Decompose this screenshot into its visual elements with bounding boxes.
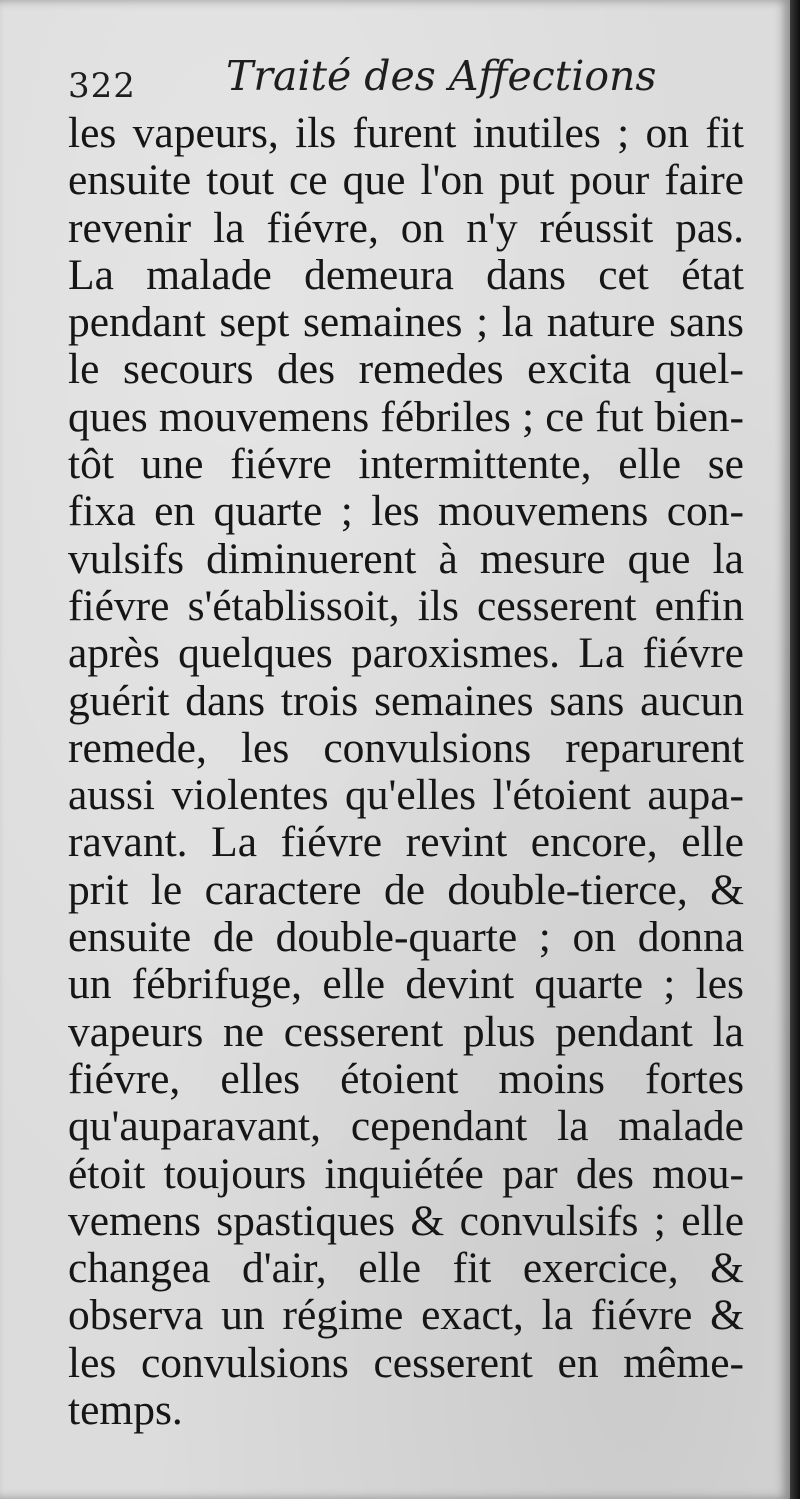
running-head: Traité des Affections	[226, 52, 657, 100]
text-line: après quelques paroxismes. La fiévre	[68, 629, 744, 678]
text-line: vemens spastiques & convulsifs ; elle	[68, 1196, 744, 1245]
text-line: La malade demeura dans cet état	[68, 250, 744, 299]
page-number: 322	[68, 66, 136, 106]
text-line: ravant. La fiévre revint encore, elle	[68, 818, 744, 867]
text-line: revenir la fiévre, on n'y réussit pas.	[68, 203, 744, 252]
text-line: guérit dans trois semaines sans aucun	[68, 676, 744, 725]
text-line: tôt une fiévre intermittente, elle se	[68, 440, 744, 489]
text-line: vulsifs diminuerent à mesure que la	[68, 534, 744, 583]
text-line: fiévre, elles étoient moins fortes	[68, 1054, 744, 1103]
text-line: remede, les convulsions reparurent	[68, 723, 744, 772]
text-line: pendant sept semaines ; la nature sans	[68, 298, 744, 347]
page-edge-shadow	[790, 0, 800, 1499]
body-text	[68, 110, 744, 1434]
text-line: temps.	[68, 1386, 183, 1435]
page-header	[68, 52, 748, 114]
text-line: aussi violentes qu'elles l'étoient aupa-	[68, 771, 744, 820]
text-line: étoit toujours inquiétée par des mou-	[68, 1149, 744, 1198]
text-line: vapeurs ne cesserent plus pendant la	[68, 1007, 744, 1056]
text-line: les convulsions cesserent en même-	[68, 1338, 744, 1387]
text-line: ensuite tout ce que l'on put pour faire	[68, 156, 744, 205]
text-line: prit le caractere de double-tierce, &	[68, 865, 744, 914]
text-line: changea d'air, elle fit exercice, &	[68, 1244, 744, 1293]
text-line: qu'auparavant, cependant la malade	[68, 1102, 744, 1151]
text-line: ensuite de double-quarte ; on donna	[68, 913, 744, 962]
text-line: observa un régime exact, la fiévre &	[68, 1291, 744, 1340]
text-line: les vapeurs, ils furent inutiles ; on fit	[68, 109, 744, 157]
text-line: ques mouvemens fébriles ; ce fut bien-	[68, 392, 744, 441]
text-line: fiévre s'établissoit, ils cesserent enfin	[68, 581, 744, 630]
text-line: un fébrifuge, elle devint quarte ; les	[68, 960, 744, 1009]
text-line: fixa en quarte ; les mouvemens con-	[68, 487, 744, 536]
text-line: le secours des remedes excita quel-	[68, 345, 744, 394]
